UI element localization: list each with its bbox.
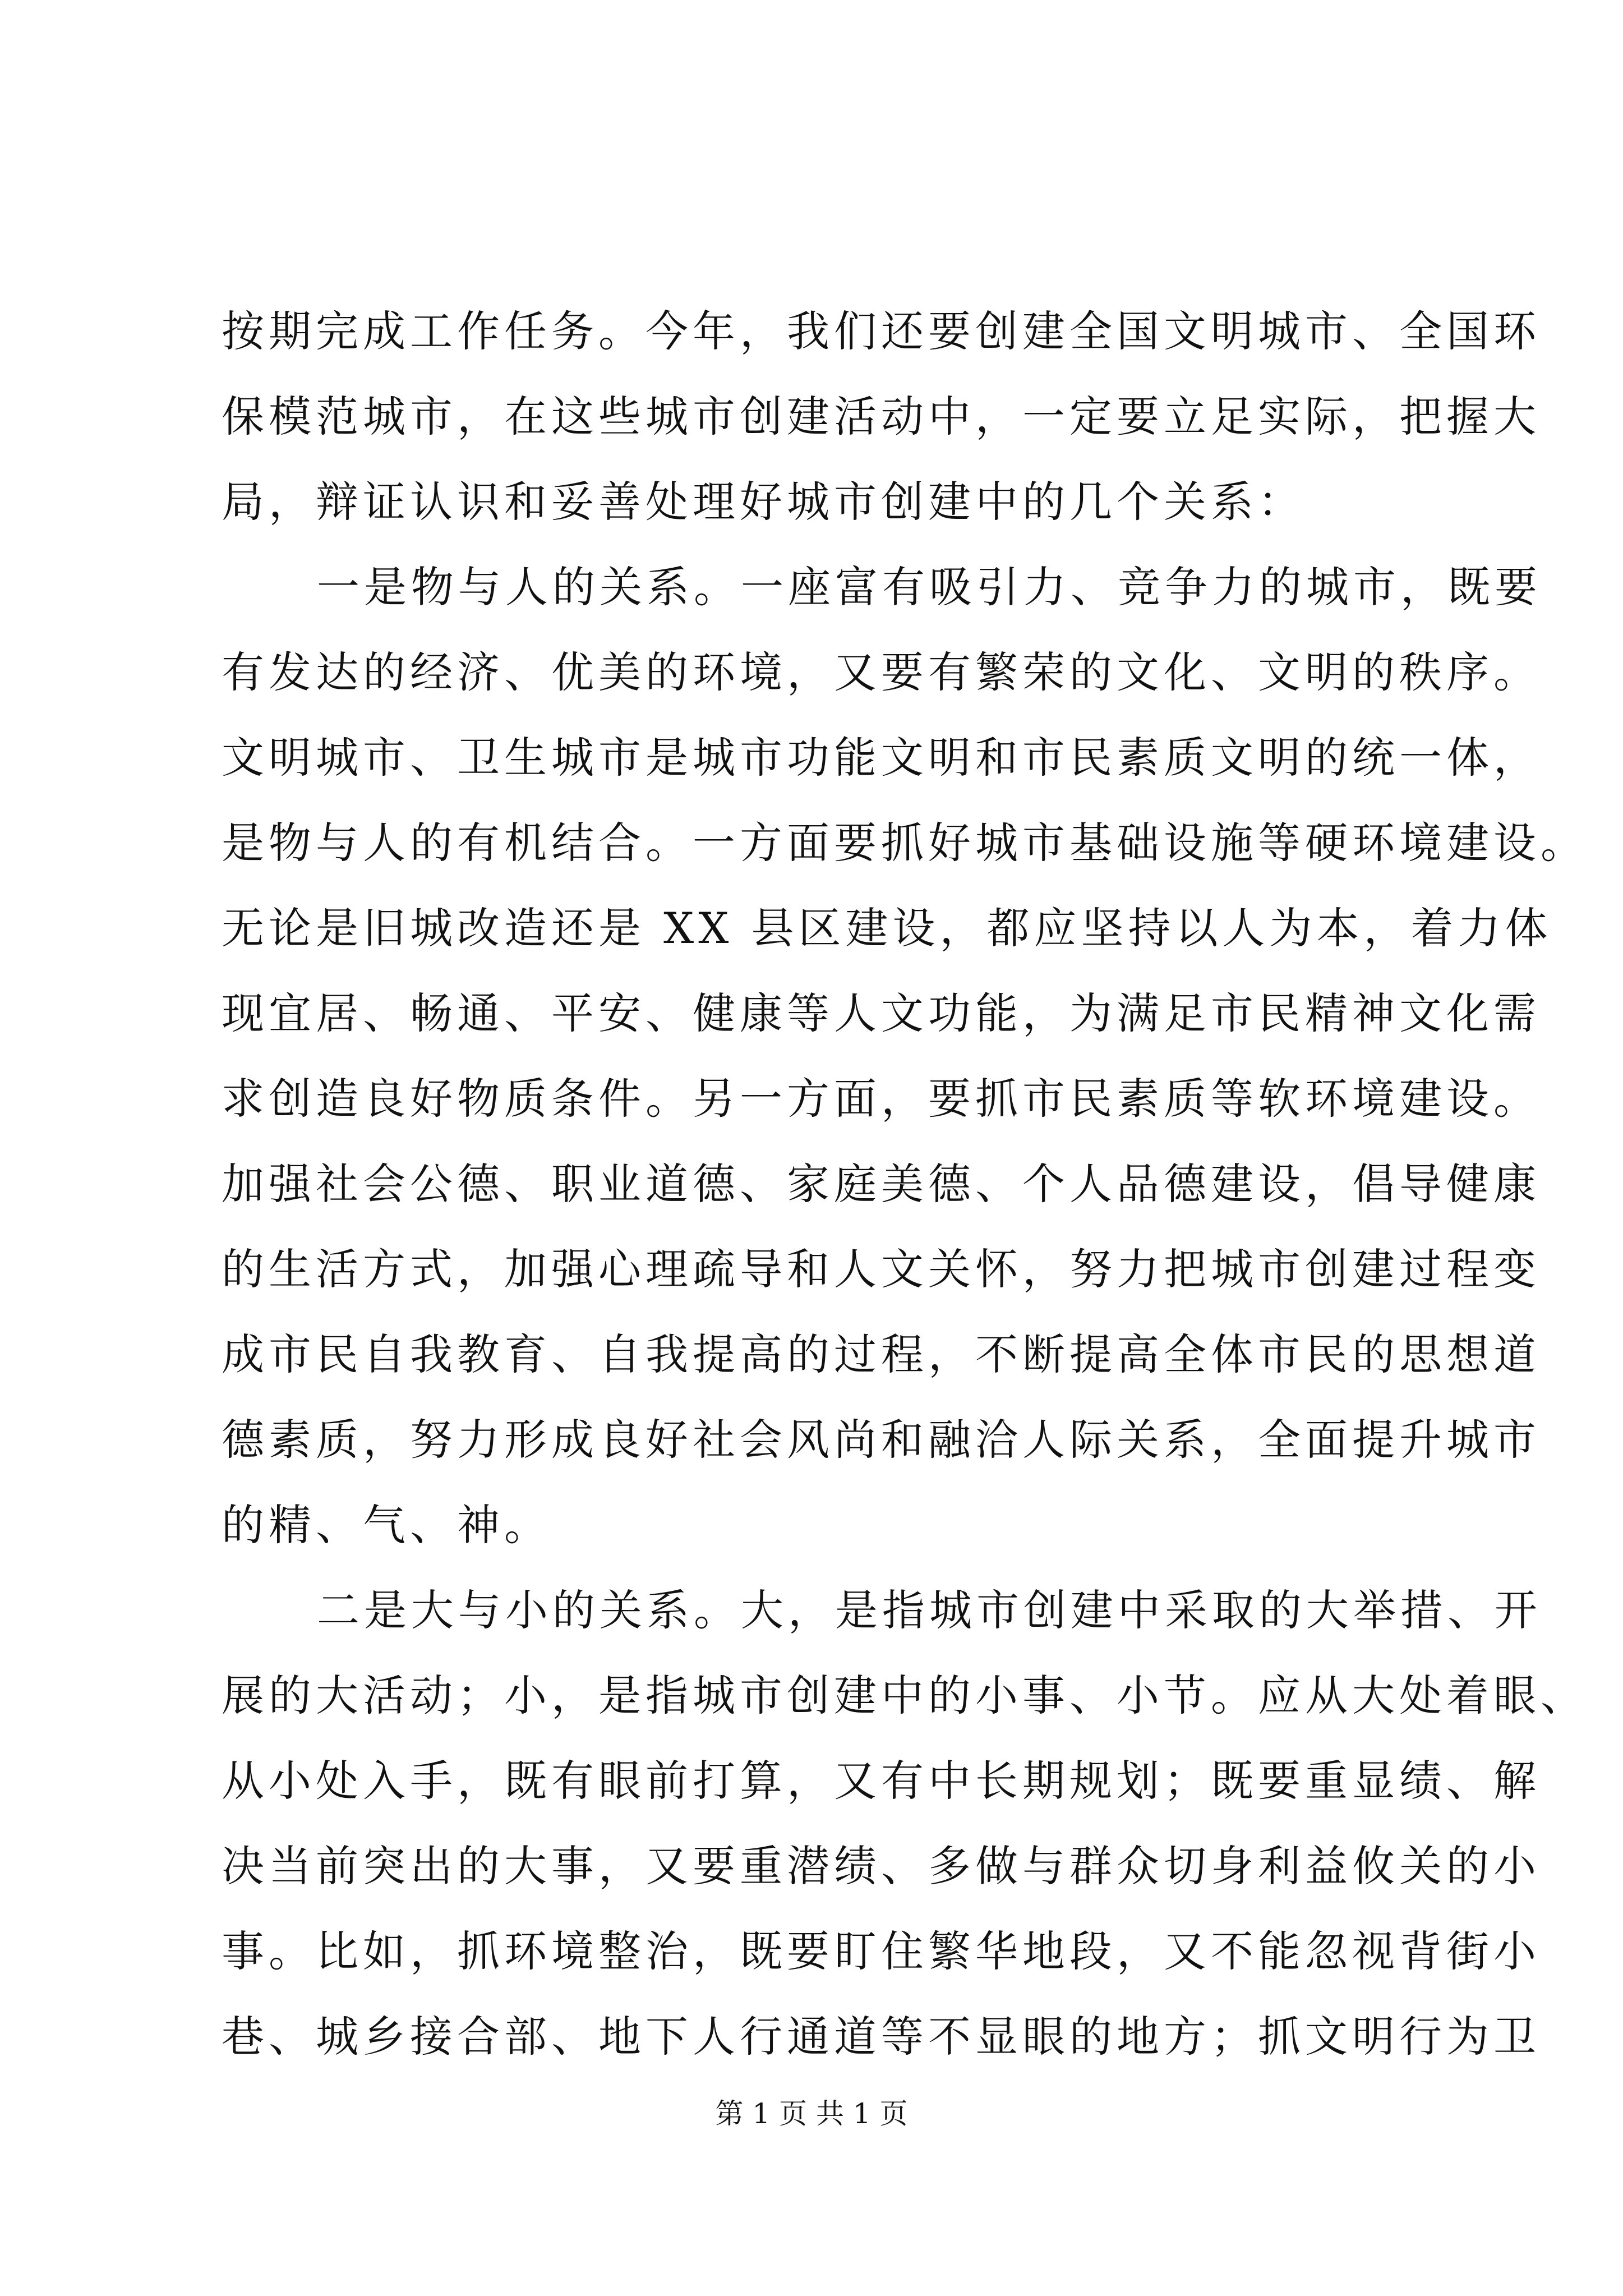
text-line: 是物与人的有机结合。一方面要抓好城市基础设施等硬环境建设。: [222, 818, 1588, 868]
text-line: 的生活方式，加强心理疏导和人文关怀，努力把城市创建过程变: [222, 1244, 1541, 1294]
text-line: 按期完成工作任务。今年，我们还要创建全国文明城市、全国环: [222, 306, 1541, 356]
text-line: 决当前突出的大事，又要重潜绩、多做与群众切身利益攸关的小: [222, 1841, 1541, 1891]
text-line: 现宜居、畅通、平安、健康等人文功能，为满足市民精神文化需: [222, 988, 1541, 1038]
paragraph-start-line: 一是物与人的关系。一座富有吸引力、竞争力的城市，既要: [317, 562, 1542, 612]
text-line: 有发达的经济、优美的环境，又要有繁荣的文化、文明的秩序。: [222, 647, 1541, 697]
text-line: 德素质，努力形成良好社会风尚和融洽人际关系，全面提升城市: [222, 1415, 1541, 1465]
text-line: 事。比如，抓环境整治，既要盯住繁华地段，又不能忽视背街小: [222, 1926, 1541, 1976]
text-line: 从小处入手，既有眼前打算，又有中长期规划；既要重显绩、解: [222, 1756, 1541, 1806]
text-line: 保模范城市，在这些城市创建活动中，一定要立足实际，把握大: [222, 392, 1541, 441]
text-line: 局，辩证认识和妥善处理好城市创建中的几个关系：: [222, 477, 1305, 527]
text-line: 加强社会公德、职业道德、家庭美德、个人品德建设，倡导健康: [222, 1159, 1541, 1209]
document-body: [222, 289, 1588, 2079]
text-line: 巷、城乡接合部、地下人行通道等不显眼的地方；抓文明行为卫: [222, 2012, 1541, 2062]
paragraph-start-line: 二是大与小的关系。大，是指城市创建中采取的大举措、开: [317, 1585, 1542, 1635]
page-footer: 第 1 页 共 1 页: [715, 2097, 908, 2130]
text-line: 求创造良好物质条件。另一方面，要抓市民素质等软环境建设。: [222, 1074, 1541, 1124]
text-line: 成市民自我教育、自我提高的过程，不断提高全体市民的思想道: [222, 1329, 1541, 1379]
text-line: 文明城市、卫生城市是城市功能文明和市民素质文明的统一体，: [222, 733, 1541, 783]
text-line: 的精、气、神。: [222, 1500, 551, 1550]
text-line: 展的大活动；小，是指城市创建中的小事、小节。应从大处着眼、: [222, 1671, 1588, 1720]
text-line: 无论是旧城改造还是 XX 县区建设，都应坚持以人为本，着力体: [222, 903, 1552, 953]
